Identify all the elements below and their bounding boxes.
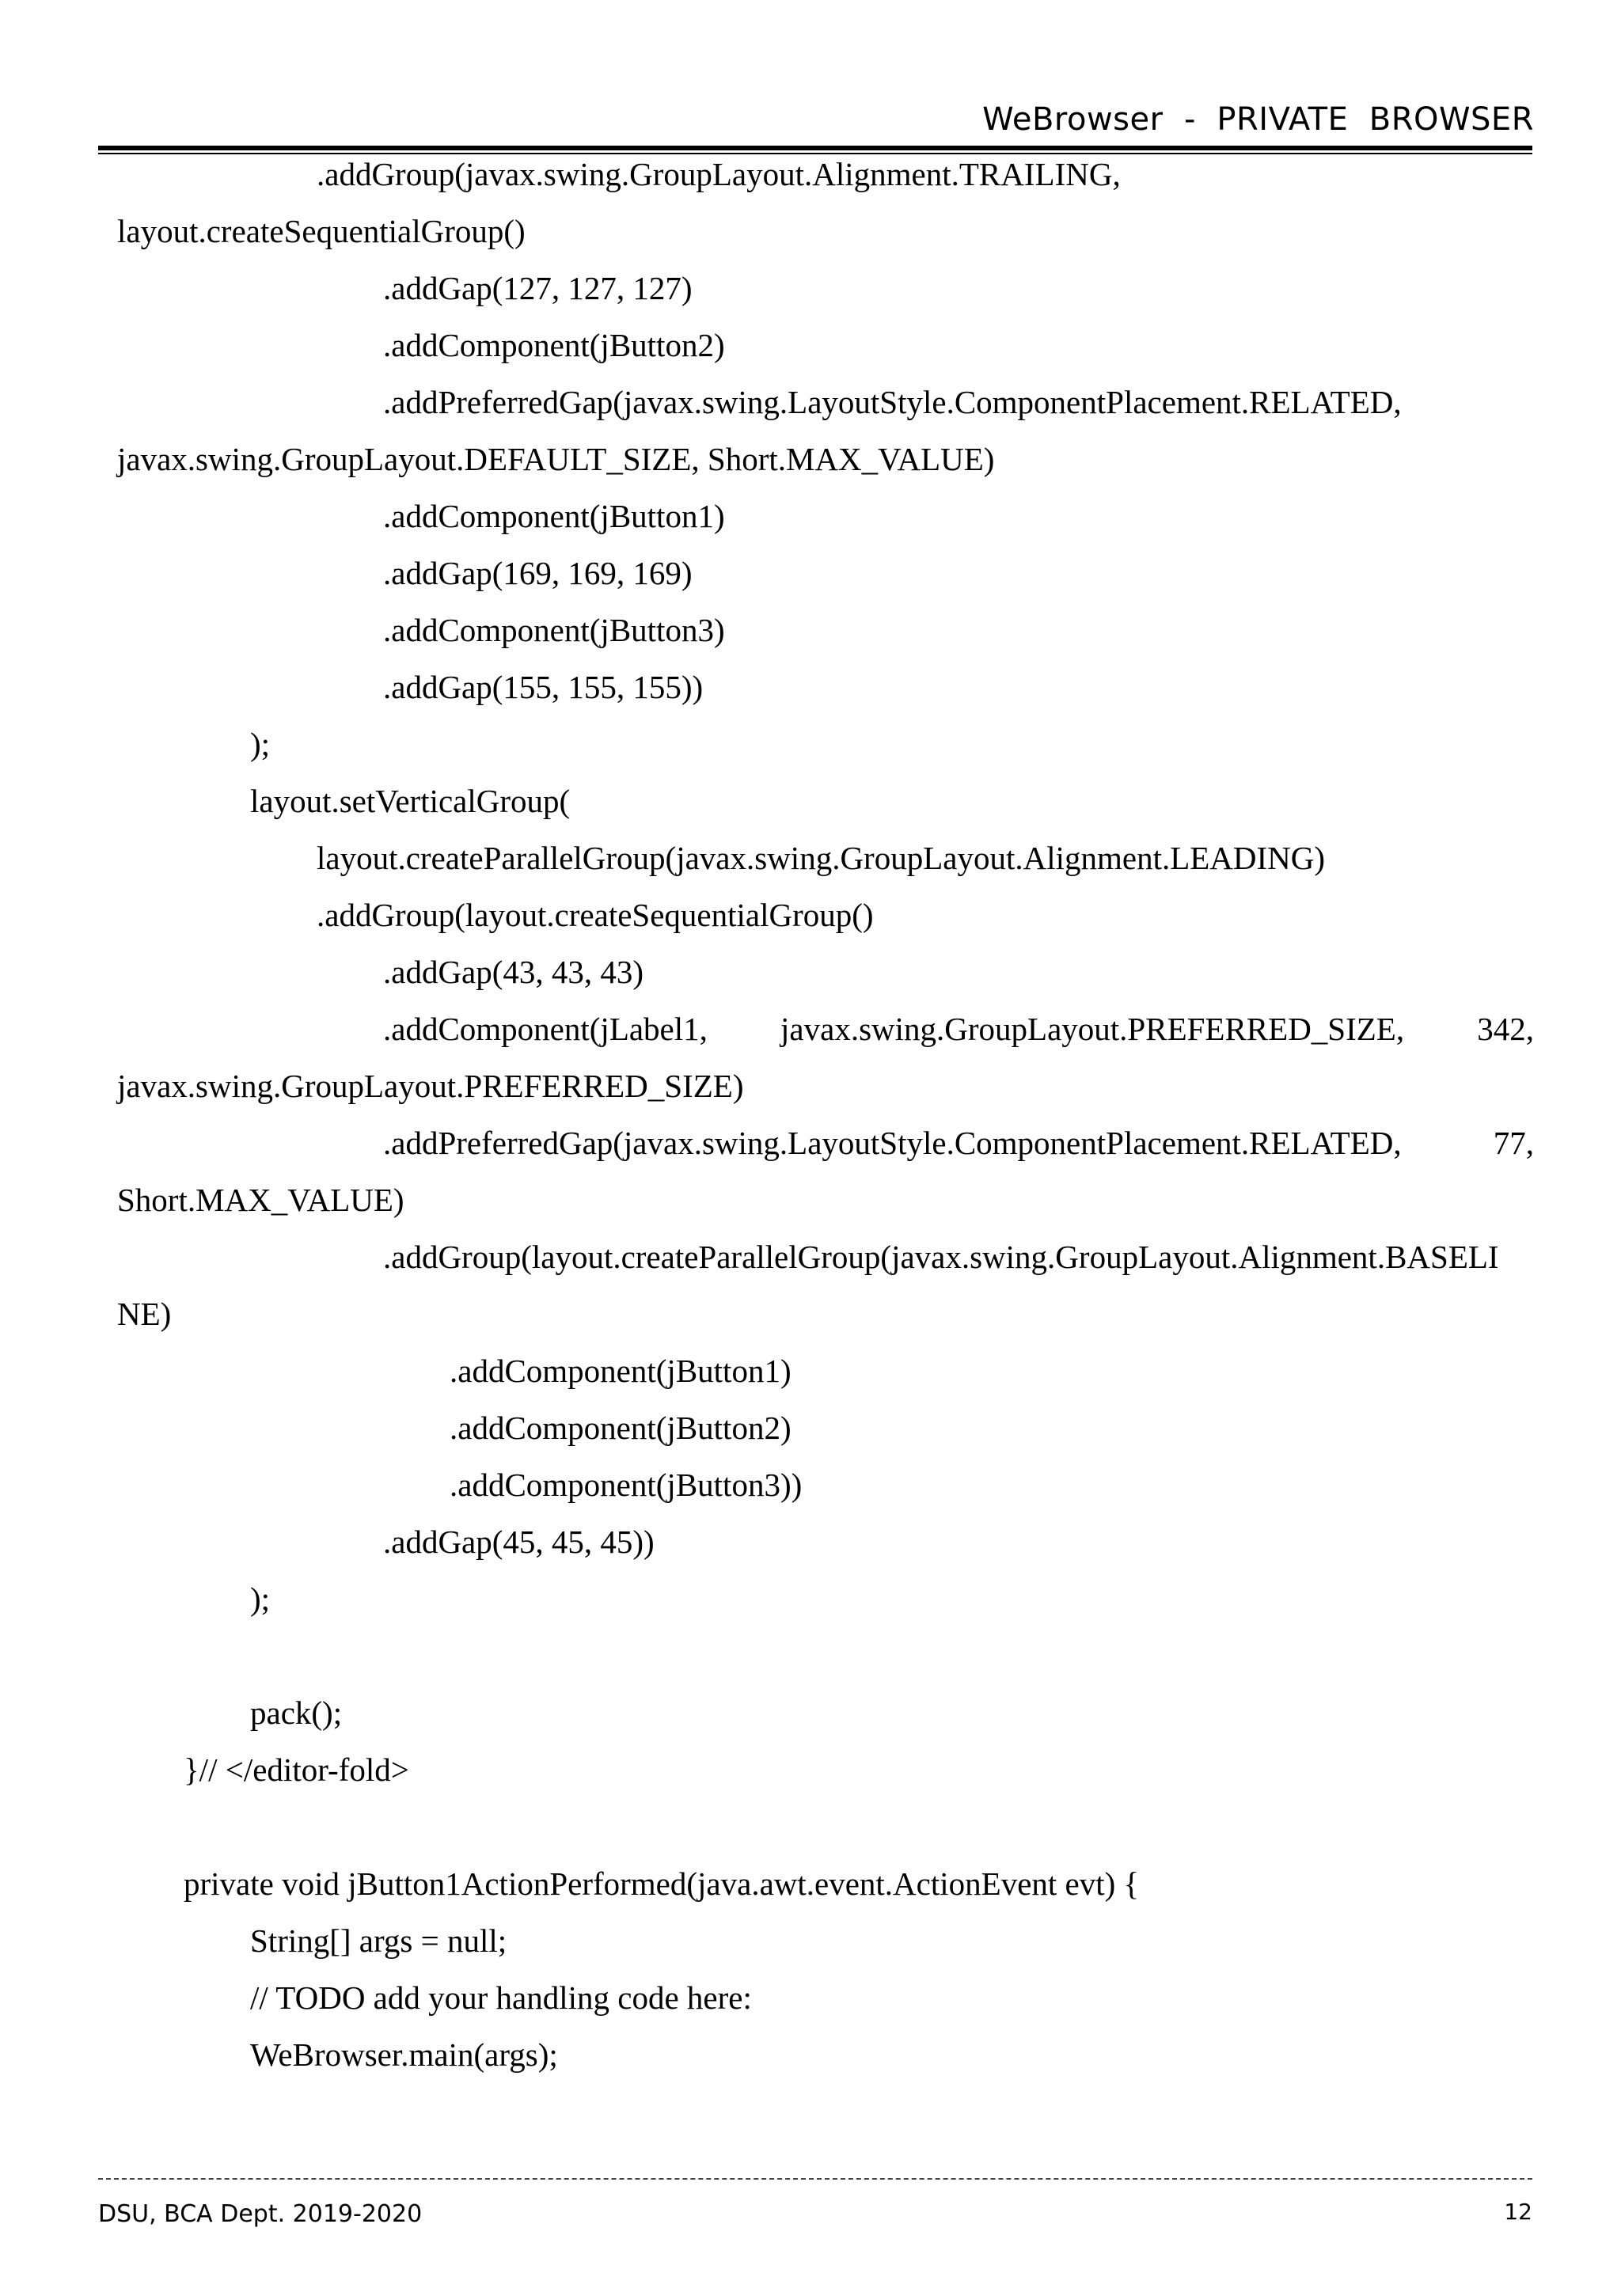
code-line: String[] args = null; (250, 1922, 507, 1959)
code-segment: .addPreferredGap(javax.swing.LayoutStyle.ComponentPlacement.RELATED, (383, 1125, 1402, 1161)
code-line: .addGap(45, 45, 45)) (383, 1524, 655, 1560)
code-line: .addGap(127, 127, 127) (383, 270, 693, 306)
code-line: // TODO add your handling code here: (250, 1979, 752, 2016)
code-line: layout.createSequentialGroup() (117, 213, 526, 249)
code-segment: .addComponent(jLabel1, (383, 1011, 708, 1047)
code-segment: javax.swing.GroupLayout.PREFERRED_SIZE, (780, 1011, 1405, 1047)
code-segment: 342, (1477, 1011, 1534, 1047)
code-line: ); (250, 1581, 271, 1617)
code-segment: 77, (1493, 1125, 1534, 1161)
code-line: .addComponent(jButton2) (383, 327, 725, 363)
code-line: pack(); (250, 1694, 343, 1731)
code-line-justified (383, 1010, 1534, 1048)
code-line: .addGap(169, 169, 169) (383, 555, 693, 591)
code-line-justified (383, 1124, 1534, 1162)
code-line: private void jButton1ActionPerformed(java.awt.event.ActionEvent evt) { (184, 1865, 1140, 1902)
code-line: .addGap(155, 155, 155)) (383, 669, 704, 705)
code-line: .addComponent(jButton1) (383, 498, 725, 534)
code-line: .addGap(43, 43, 43) (383, 954, 644, 990)
code-line: .addComponent(jButton2) (450, 1410, 792, 1446)
page-number: 12 (1504, 2199, 1532, 2225)
header-title: WeBrowser - PRIVATE BROWSER (982, 101, 1534, 138)
footer-divider (98, 2178, 1532, 2180)
footer-department: DSU, BCA Dept. 2019-2020 (98, 2200, 423, 2228)
code-line: layout.createParallelGroup(javax.swing.GroupLayout.Alignment.LEADING) (317, 840, 1326, 876)
code-line: .addGroup(layout.createSequentialGroup() (317, 897, 874, 933)
code-line: javax.swing.GroupLayout.DEFAULT_SIZE, Short.MAX_VALUE) (117, 441, 995, 477)
code-line: .addComponent(jButton3)) (450, 1467, 803, 1503)
code-line: WeBrowser.main(args); (250, 2036, 558, 2073)
code-line: .addComponent(jButton1) (450, 1353, 792, 1389)
code-line: Short.MAX_VALUE) (117, 1182, 404, 1218)
code-line: layout.setVerticalGroup( (250, 783, 571, 819)
code-line: .addPreferredGap(javax.swing.LayoutStyle.ComponentPlacement.RELATED, (383, 384, 1402, 420)
code-line: NE) (117, 1296, 172, 1332)
code-line: }// </editor-fold> (184, 1751, 409, 1788)
code-line: ); (250, 726, 271, 762)
code-line: .addGroup(javax.swing.GroupLayout.Alignment.TRAILING, (317, 156, 1121, 192)
code-line: .addComponent(jButton3) (383, 612, 725, 648)
code-line: .addGroup(layout.createParallelGroup(javax.swing.GroupLayout.Alignment.BASELI (383, 1239, 1499, 1275)
code-line: javax.swing.GroupLayout.PREFERRED_SIZE) (117, 1068, 744, 1104)
